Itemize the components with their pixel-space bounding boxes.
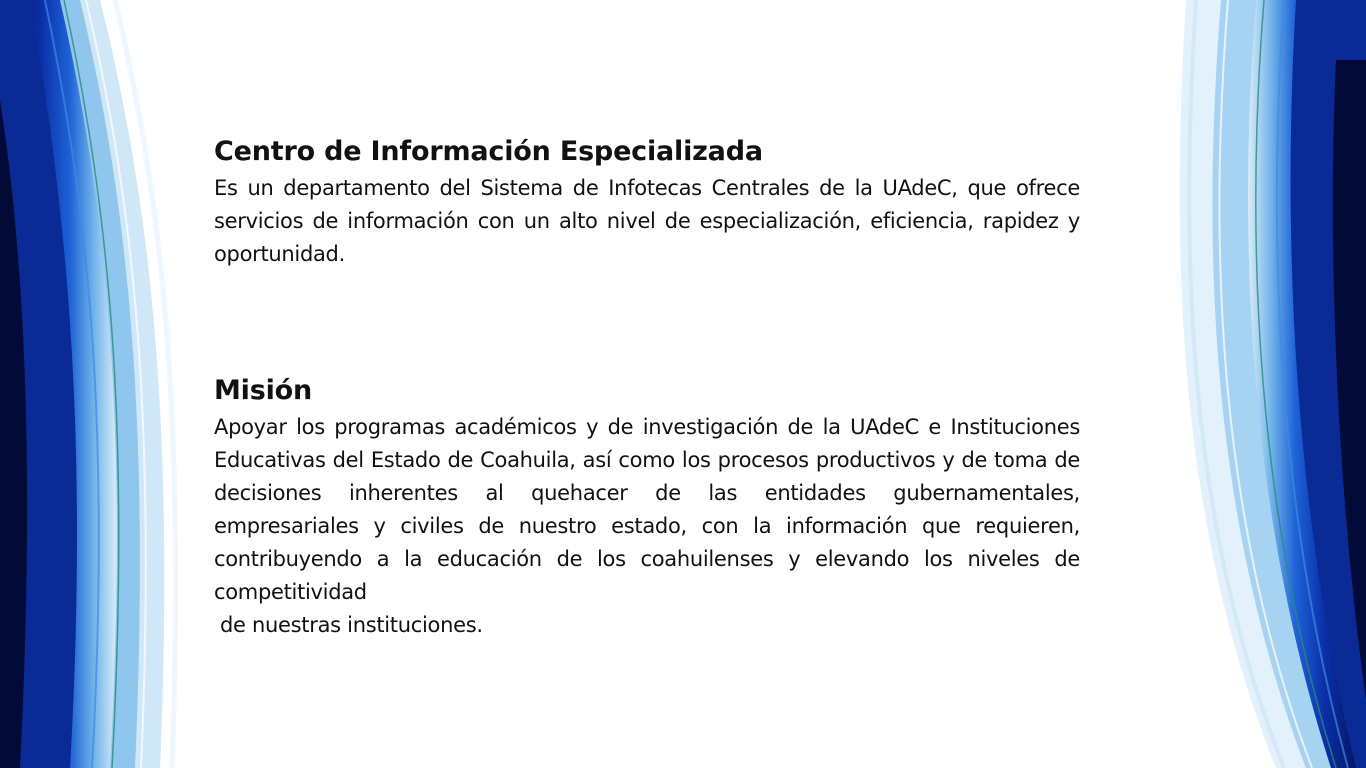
section-heading-mision: Misión bbox=[214, 375, 313, 406]
section-centro bbox=[214, 132, 1080, 271]
section-body-mision-tail: de nuestras instituciones. bbox=[220, 613, 483, 637]
section-body-mision: Apoyar los programas académicos y de investigación de la UAdeC e Instituciones Educativas del Estado de Coahuila, así como los procesos productivos y de toma de decisiones inherentes al quehacer de las entidades gubernamentales, empresariales y civiles de nuestro estado, con la información que requieren, contribuyendo a la educación de los coahuilenses y elevando los niveles de competitividad bbox=[214, 415, 1080, 604]
decorative-swirl-left bbox=[0, 0, 200, 768]
decorative-swirl-right bbox=[1166, 0, 1366, 768]
section-body-centro: Es un departamento del Sistema de Infotecas Centrales de la UAdeC, que ofrece servicios de información con un alto nivel de especialización, eficiencia, rapidez y oportunidad. bbox=[214, 176, 1080, 266]
content-area bbox=[214, 132, 1080, 642]
section-mision bbox=[214, 371, 1080, 642]
section-heading-centro: Centro de Información Especializada bbox=[214, 136, 763, 167]
